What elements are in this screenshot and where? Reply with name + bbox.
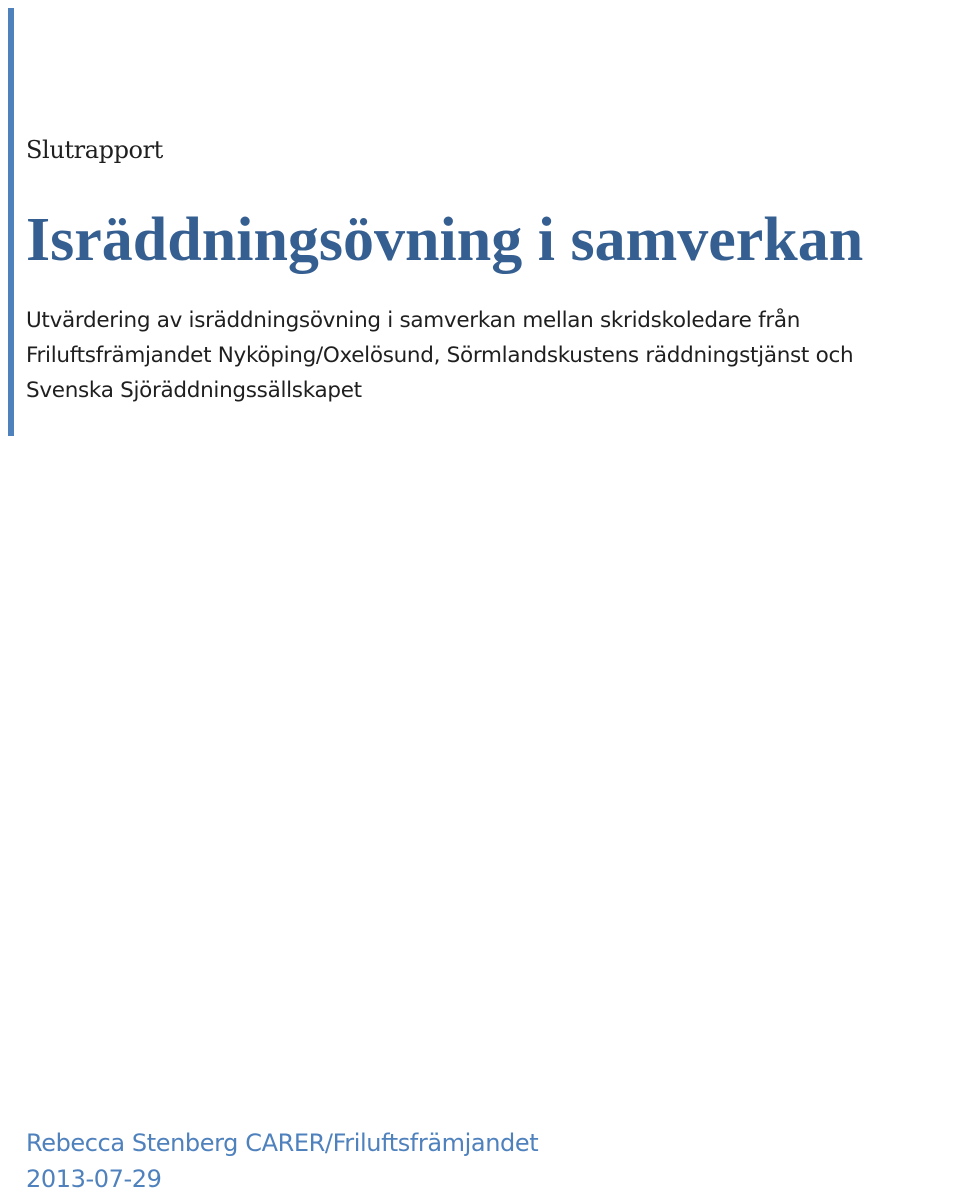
document-subtitle <box>26 303 956 408</box>
subtitle-line-3: Svenska Sjöräddningssällskapet <box>26 378 362 403</box>
subtitle-line-1: Utvärdering av isräddningsövning i samverkan mellan skridskoledare från <box>26 308 801 333</box>
subtitle-line-2: Friluftsfrämjandet Nyköping/Oxelösund, Sörmlandskustens räddningstjänst och <box>26 343 854 368</box>
document-author: Rebecca Stenberg CARER/Friluftsfrämjandet <box>26 1129 539 1157</box>
accent-bar <box>8 8 14 436</box>
document-title: Isräddningsövning i samverkan <box>26 206 864 274</box>
document-date: 2013-07-29 <box>26 1165 162 1193</box>
document-type-label: Slutrapport <box>26 136 163 164</box>
